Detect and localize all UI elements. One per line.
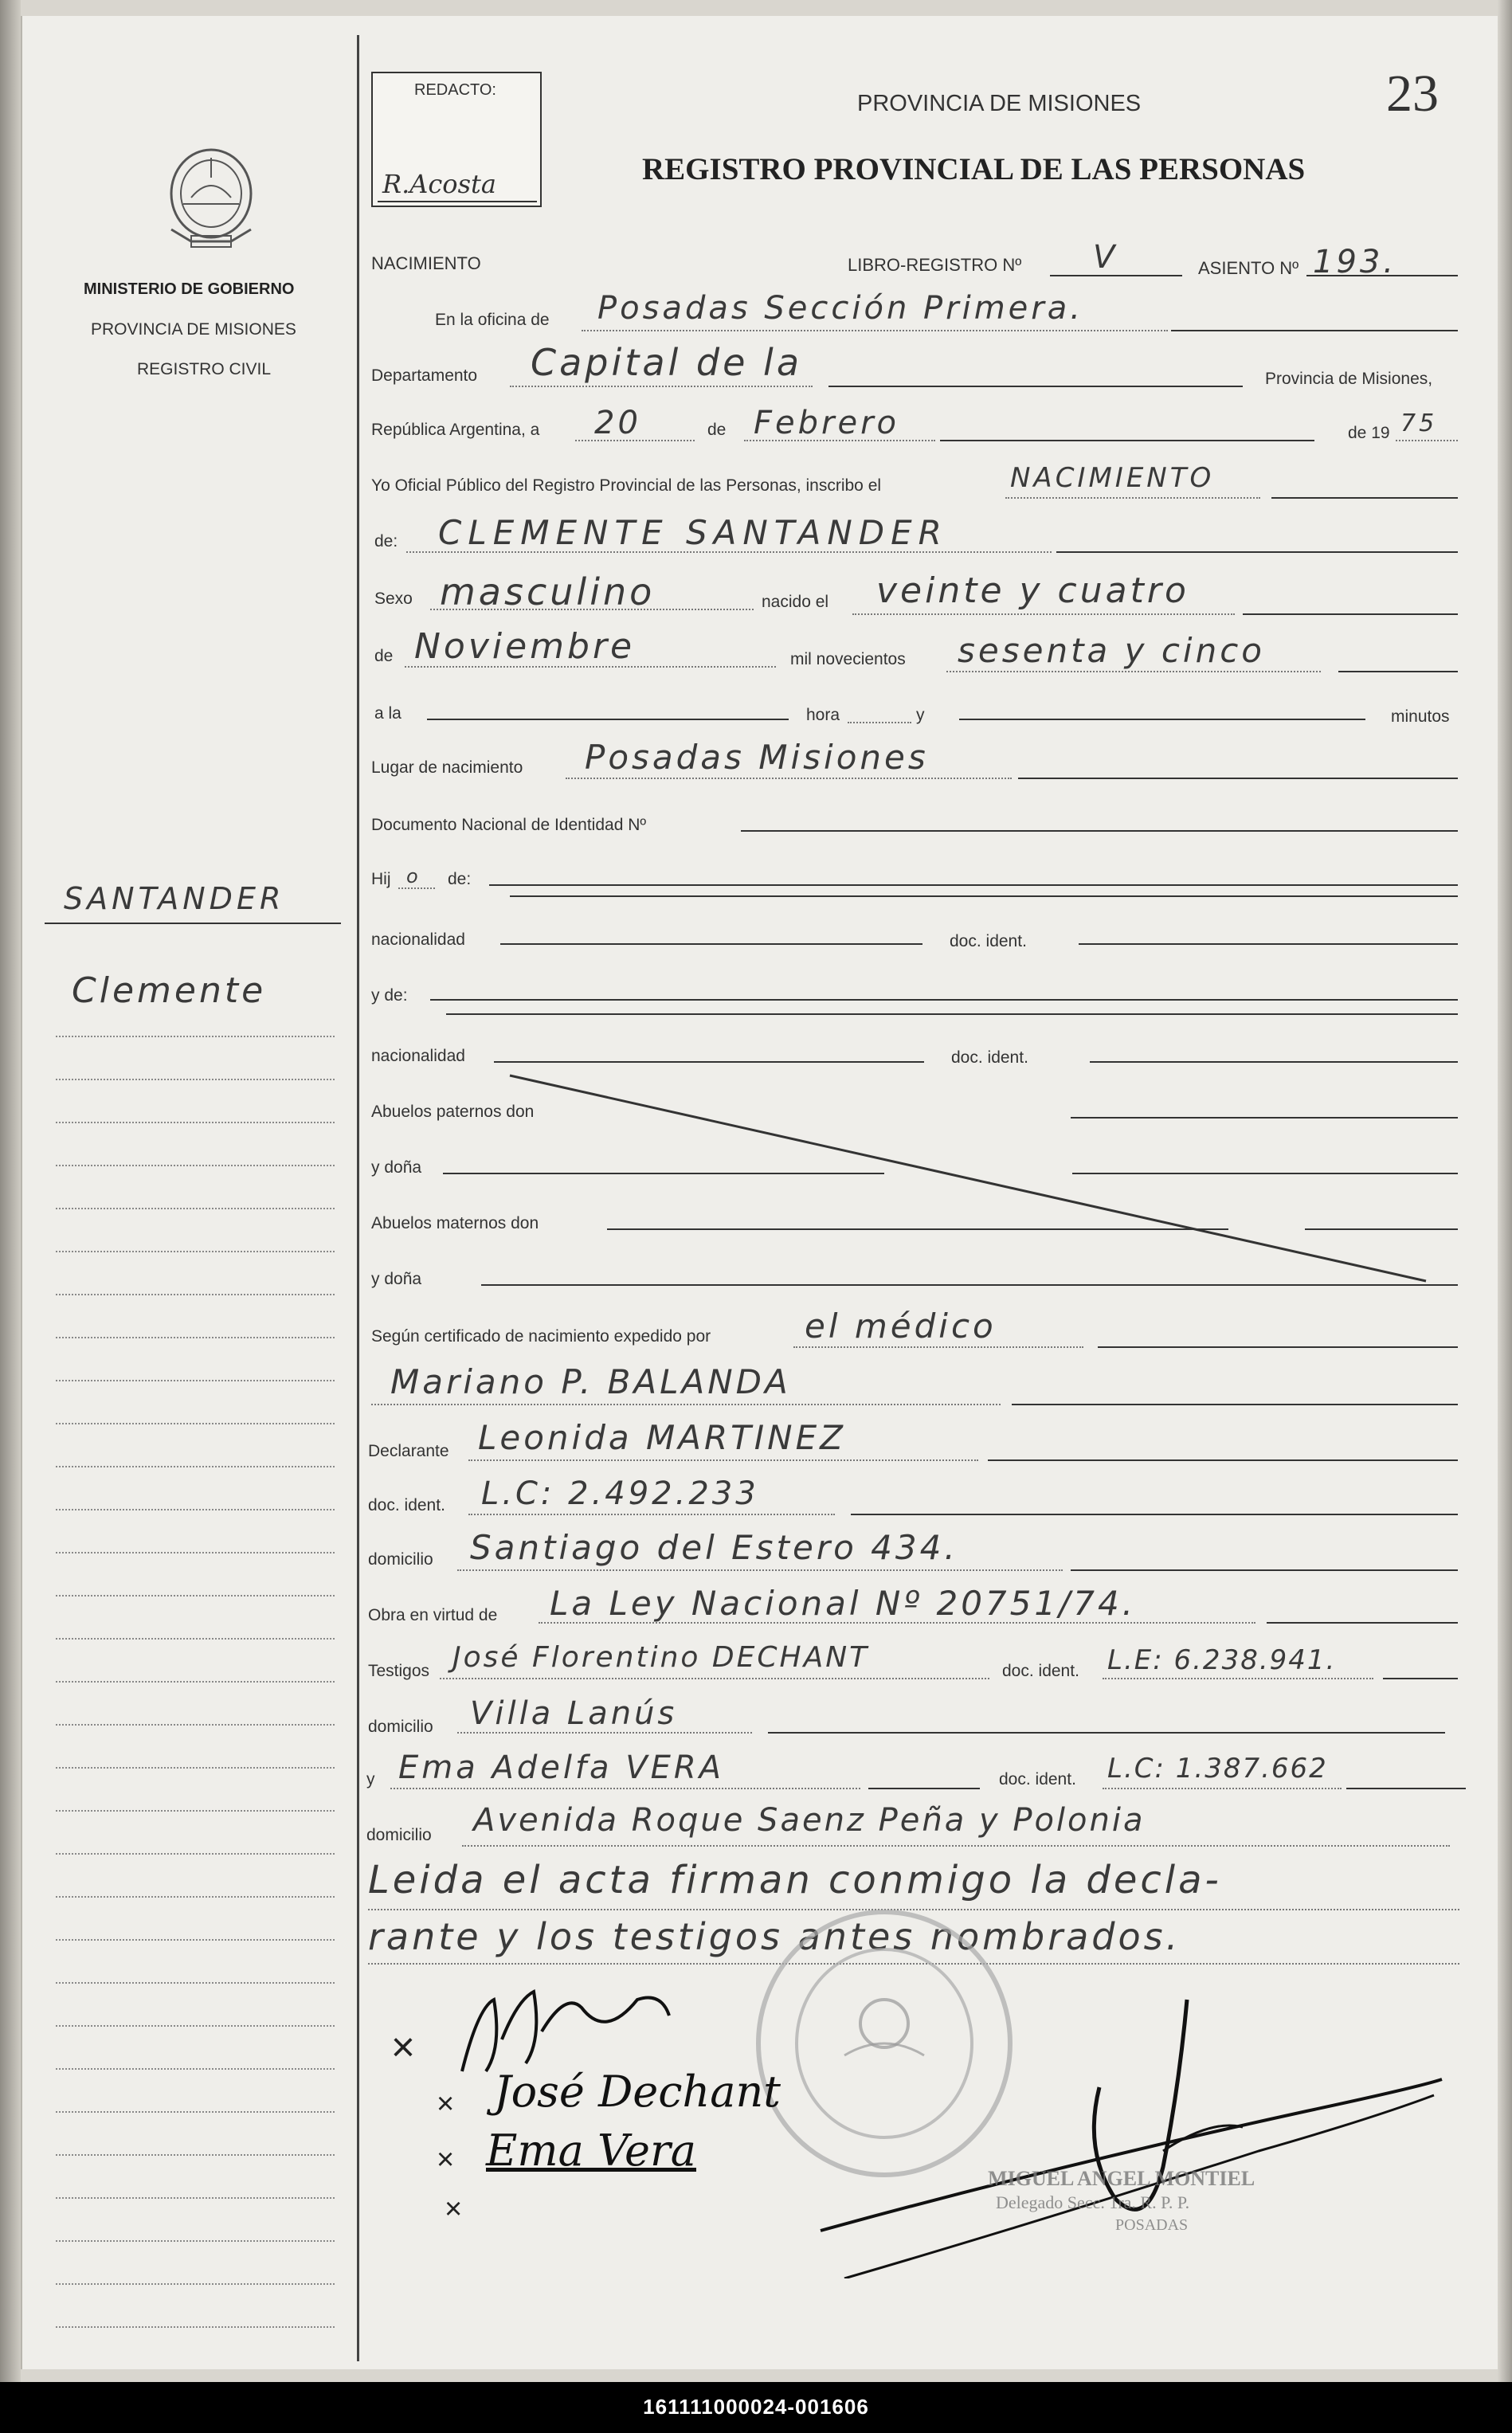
- margin-dotted-line: [56, 1036, 335, 1037]
- official-name-stamp-2: Delegado Secc. 1ra. R. P. P.: [996, 2192, 1190, 2212]
- nacionalidad1-line: [500, 943, 922, 945]
- yde-line-1: [430, 999, 1458, 1001]
- ydona2-label: y doña: [371, 1270, 422, 1288]
- yde-line-2: [446, 1013, 1458, 1015]
- margin-dotted-line: [56, 1165, 335, 1166]
- domicilio2-label: domicilio: [368, 1718, 433, 1736]
- segun-value: el médico: [805, 1307, 997, 1346]
- mes-line: [940, 440, 1314, 441]
- margin-dotted-line: [56, 1982, 335, 1984]
- margin-dotted-line: [56, 1767, 335, 1769]
- margin-dotted-line: [56, 1251, 335, 1252]
- anio-nac-dotted: [946, 671, 1321, 672]
- hijo-dotted: [398, 887, 435, 889]
- signature-mark-4: ×: [445, 2192, 463, 2226]
- mil-novecientos-label: mil novecientos: [790, 650, 906, 668]
- redacto-signature: R.Acosta: [382, 169, 496, 199]
- ministry-registry: REGISTRO CIVIL: [137, 360, 272, 378]
- nacido-label: nacido el: [762, 593, 829, 611]
- redacto-label: REDACTO:: [414, 81, 496, 99]
- signature-mark-1: ×: [390, 2024, 415, 2071]
- hijo-suffix: o: [406, 865, 421, 887]
- margin-dotted-line: [56, 1724, 335, 1726]
- abuelos-paternos-label: Abuelos paternos don: [371, 1103, 535, 1121]
- leida-line-2: rante y los testigos antes nombrados.: [368, 1915, 1181, 1958]
- doc-ident1-label: doc. ident.: [950, 932, 1027, 950]
- minutos-label: minutos: [1391, 707, 1450, 726]
- margin-dotted-line: [56, 2111, 335, 2113]
- doc-ident5-line: [1346, 1788, 1466, 1789]
- official-name-stamp-3: POSADAS: [1115, 2216, 1189, 2234]
- sexo-value: masculino: [440, 570, 656, 613]
- domicilio1-line: [1071, 1569, 1458, 1571]
- sexo-label: Sexo: [374, 590, 413, 608]
- sexo-dotted: [430, 609, 754, 610]
- margin-surname: SANTANDER: [64, 881, 285, 916]
- oficina-dotted: [582, 330, 1168, 331]
- libro-value: V: [1093, 239, 1118, 276]
- lugar-dotted: [566, 778, 1012, 779]
- margin-dotted-line: [56, 1896, 335, 1898]
- testigo2-dotted: [390, 1788, 860, 1789]
- declarante-line: [988, 1459, 1458, 1461]
- domicilio3-label: domicilio: [366, 1826, 432, 1844]
- dia-nac-value: veinte y cuatro: [876, 570, 1189, 611]
- obra-line: [1267, 1622, 1458, 1624]
- medico-value: Mariano P. BALANDA: [390, 1362, 791, 1401]
- inscribo-dotted: [1005, 497, 1260, 499]
- nombre-line: [1056, 551, 1458, 553]
- domicilio1-value: Santiago del Estero 434.: [470, 1528, 958, 1567]
- y-label: y: [916, 706, 925, 724]
- registry-title: REGISTRO PROVINCIAL DE LAS PERSONAS: [642, 152, 1306, 186]
- domicilio1-dotted: [457, 1569, 1063, 1571]
- republica-label: República Argentina, a: [371, 421, 540, 439]
- obra-value: La Ley Nacional Nº 20751/74.: [550, 1584, 1137, 1623]
- testigo1-value: José Florentino DECHANT: [452, 1641, 870, 1674]
- libro-underline: [1050, 275, 1182, 276]
- testigos-label: Testigos: [368, 1662, 430, 1680]
- margin-dotted-line: [56, 2283, 335, 2285]
- nacionalidad2-label: nacionalidad: [371, 1047, 465, 1065]
- column-separator: [357, 35, 359, 2361]
- asiento-value: 193.: [1313, 244, 1397, 280]
- cancellation-stroke: [494, 1068, 1450, 1291]
- provincial-emblem-icon: [159, 142, 263, 253]
- anio-nac-value: sesenta y cinco: [958, 631, 1265, 670]
- doc-ident3-label: doc. ident.: [368, 1496, 445, 1514]
- mes-nac-value: Noviembre: [414, 626, 636, 667]
- departamento-line: [828, 386, 1243, 387]
- year-dotted: [1396, 440, 1458, 441]
- margin-dotted-line: [56, 1638, 335, 1640]
- margin-dotted-line: [56, 1810, 335, 1812]
- domicilio2-dotted: [457, 1732, 752, 1734]
- year-value: 75: [1400, 409, 1438, 437]
- dni-line: [741, 830, 1458, 832]
- hora-label: hora: [806, 706, 840, 724]
- declarante-value: Leonida MARTINEZ: [478, 1418, 846, 1457]
- y2-label: y: [366, 1770, 375, 1789]
- margin-dotted-line: [56, 1423, 335, 1424]
- doc-ident4-label: doc. ident.: [1002, 1662, 1079, 1680]
- doc-ident1-line: [1079, 943, 1458, 945]
- year-label: de 19: [1348, 424, 1390, 442]
- official-signature: [813, 1992, 1450, 2278]
- inscribo-value: NACIMIENTO: [1010, 462, 1215, 494]
- margin-dotted-line: [56, 1681, 335, 1683]
- doc-ident2-label: doc. ident.: [951, 1048, 1028, 1067]
- dia-dotted: [575, 440, 695, 441]
- asiento-underline: [1306, 275, 1458, 276]
- margin-dotted-line: [56, 1294, 335, 1295]
- oficina-label: En la oficina de: [435, 311, 550, 329]
- hijo-label: Hij: [371, 870, 391, 888]
- mes-dotted: [744, 440, 935, 441]
- doc-ident5-dotted: [1103, 1788, 1342, 1789]
- doc-ident4-dotted: [1103, 1678, 1373, 1679]
- domicilio3-value: Avenida Roque Saenz Peña y Polonia: [473, 1802, 1146, 1839]
- hora-dotted: [848, 722, 911, 723]
- margin-dotted-line: [56, 1208, 335, 1209]
- official-name-stamp-1: MIGUEL ANGEL MONTIEL: [988, 2167, 1255, 2190]
- departamento-dotted: [510, 386, 813, 387]
- signature-3: Ema Vera: [486, 2125, 696, 2176]
- doc-ident3-dotted: [468, 1514, 835, 1515]
- ministry-province: PROVINCIA DE MISIONES: [91, 320, 296, 339]
- medico-dotted: [371, 1404, 1001, 1405]
- lugar-line: [1018, 778, 1458, 779]
- ministry-title: MINISTERIO DE GOBIERNO: [84, 280, 295, 298]
- doc-ident3-line: [851, 1514, 1458, 1515]
- hijo-de-label: de:: [448, 870, 472, 888]
- doc-ident3-value: L.C: 2.492.233: [481, 1475, 759, 1512]
- doc-ident4-value: L.E: 6.238.941.: [1107, 1644, 1337, 1676]
- minutos-line: [959, 719, 1365, 720]
- ala-line: [427, 719, 789, 720]
- lugar-value: Posadas Misiones: [585, 738, 929, 777]
- testigo2-line: [868, 1788, 980, 1789]
- mes-value: Febrero: [754, 405, 899, 441]
- redacto-underline: [378, 201, 537, 202]
- margin-dotted-line: [56, 2025, 335, 2027]
- testigo2-value: Ema Adelfa VERA: [398, 1749, 725, 1786]
- dia-value: 20: [594, 405, 641, 441]
- de-colon-label: de:: [374, 532, 398, 550]
- departamento-value: Capital de la: [531, 341, 803, 384]
- margin-surname-underline: [45, 923, 341, 924]
- margin-dotted-line: [56, 1337, 335, 1338]
- anio-nac-line: [1338, 671, 1458, 672]
- margin-dotted-line: [56, 1595, 335, 1597]
- province-heading: PROVINCIA DE MISIONES: [857, 91, 1142, 116]
- book-binding-right: [1498, 0, 1512, 2382]
- oficina-line: [1171, 330, 1458, 331]
- signature-2: José Dechant: [494, 2067, 781, 2117]
- ala-label: a la: [374, 704, 402, 723]
- hijo-line-2: [510, 895, 1458, 897]
- nacimiento-label: NACIMIENTO: [371, 253, 481, 273]
- oficina-value: Posadas Sección Primera.: [597, 290, 1083, 327]
- margin-dotted-line: [56, 1853, 335, 1855]
- margin-given-name: Clemente: [72, 970, 267, 1011]
- de2-label: de: [374, 647, 394, 665]
- medico-line: [1012, 1404, 1458, 1405]
- departamento-label: Departamento: [371, 366, 478, 385]
- margin-dotted-line: [56, 1380, 335, 1381]
- obra-dotted: [539, 1622, 1255, 1624]
- hijo-line-1: [489, 884, 1458, 886]
- provincia-label: Provincia de Misiones,: [1265, 370, 1433, 388]
- margin-dotted-line: [56, 2197, 335, 2199]
- obra-label: Obra en virtud de: [368, 1606, 498, 1624]
- margin-dotted-line: [56, 1939, 335, 1941]
- nombre-dotted: [406, 551, 1052, 553]
- de-label: de: [707, 421, 727, 439]
- dia-nac-line: [1243, 613, 1458, 615]
- signature-mark-2: ×: [437, 2087, 455, 2121]
- margin-dotted-line: [56, 1079, 335, 1080]
- doc-ident2-line: [1090, 1061, 1458, 1063]
- dni-label: Documento Nacional de Identidad Nº: [371, 816, 647, 834]
- margin-dotted-line: [56, 2240, 335, 2242]
- doc-ident4-line: [1383, 1678, 1458, 1679]
- domicilio1-label: domicilio: [368, 1550, 433, 1569]
- segun-dotted: [793, 1346, 1083, 1348]
- testigo1-dotted: [440, 1678, 989, 1679]
- mes-nac-dotted: [405, 666, 776, 668]
- margin-dotted-line: [56, 1552, 335, 1553]
- segun-label: Según certificado de nacimiento expedido por: [371, 1327, 711, 1346]
- nacionalidad2-line: [494, 1061, 924, 1063]
- asiento-label: ASIENTO Nº: [1198, 258, 1299, 278]
- ydona1-label: y doña: [371, 1158, 422, 1177]
- margin-dotted-line: [56, 1509, 335, 1510]
- signature-mark-3: ×: [437, 2143, 455, 2176]
- page-number: 23: [1386, 65, 1439, 123]
- abuelos-maternos-label: Abuelos maternos don: [371, 1214, 539, 1232]
- declarante-label: Declarante: [368, 1442, 449, 1460]
- yo-oficial-label: Yo Oficial Público del Registro Provincial de las Personas, inscribo el: [371, 476, 882, 495]
- margin-dotted-line: [56, 1466, 335, 1467]
- margin-dotted-line: [56, 2326, 335, 2328]
- leida-line-1: Leida el acta firman conmigo la decla-: [368, 1858, 1222, 1902]
- libro-label: LIBRO-REGISTRO Nº: [848, 255, 1022, 275]
- declarante-dotted: [468, 1459, 978, 1461]
- doc-ident5-value: L.C: 1.387.662: [1107, 1753, 1328, 1785]
- domicilio2-value: Villa Lanús: [470, 1695, 678, 1732]
- segun-line: [1098, 1346, 1458, 1348]
- margin-dotted-line: [56, 1122, 335, 1123]
- domicilio2-line: [768, 1732, 1445, 1734]
- inscribo-line: [1271, 497, 1458, 499]
- domicilio3-dotted: [462, 1845, 1450, 1847]
- nombre-value: CLEMENTE SANTANDER: [438, 513, 948, 552]
- nacionalidad1-label: nacionalidad: [371, 930, 465, 949]
- archive-reference-code: 161111000024-001606: [643, 2395, 869, 2419]
- doc-ident5-label: doc. ident.: [999, 1770, 1076, 1789]
- dia-nac-dotted: [852, 613, 1235, 615]
- lugar-label: Lugar de nacimiento: [371, 758, 523, 777]
- book-binding-left: [0, 0, 21, 2382]
- yde-label: y de:: [371, 986, 408, 1005]
- margin-dotted-line: [56, 2068, 335, 2070]
- margin-dotted-line: [56, 2154, 335, 2156]
